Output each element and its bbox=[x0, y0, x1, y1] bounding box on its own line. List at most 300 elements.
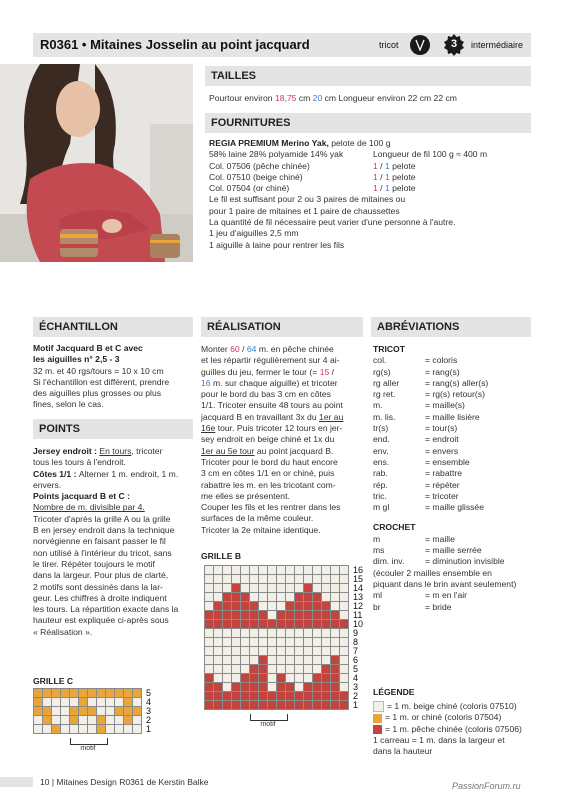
grid-cell bbox=[88, 725, 96, 733]
grid-cell bbox=[250, 575, 258, 583]
grid-cell bbox=[70, 716, 78, 724]
grid-cell bbox=[259, 620, 267, 628]
grid-cell bbox=[313, 656, 321, 664]
grid-cell bbox=[313, 683, 321, 691]
abbr-row: ens. = ensemble bbox=[373, 456, 470, 467]
grid-cell bbox=[340, 593, 348, 601]
abbr-row: br = bride bbox=[373, 601, 452, 612]
grid-cell bbox=[268, 674, 276, 682]
grid-cell bbox=[295, 602, 303, 610]
grid-cell bbox=[322, 674, 330, 682]
grid-cell bbox=[286, 611, 294, 619]
grid-cell bbox=[286, 701, 294, 709]
grid-cell bbox=[322, 638, 330, 646]
grid-cell bbox=[259, 593, 267, 601]
grid-cell bbox=[268, 701, 276, 709]
grid-cell bbox=[232, 674, 240, 682]
grid-cell bbox=[286, 638, 294, 646]
yarn-length: Longueur de fil 100 g ≈ 400 m bbox=[373, 149, 488, 160]
abbr-row: rép. = répéter bbox=[373, 479, 460, 490]
grid-cell bbox=[106, 689, 114, 697]
grid-cell bbox=[340, 683, 348, 691]
note-2: La quantité de fil nécessaire peut varier d'une personne à l'autre. bbox=[209, 217, 456, 228]
grid-cell bbox=[70, 689, 78, 697]
grid-cell bbox=[286, 674, 294, 682]
size-a: 18,75 bbox=[274, 93, 297, 103]
grid-cell bbox=[241, 566, 249, 574]
row-number: 5 bbox=[146, 688, 152, 698]
grid-cell bbox=[214, 647, 222, 655]
grid-cell bbox=[241, 611, 249, 619]
grid-cell bbox=[322, 665, 330, 673]
grid-cell bbox=[286, 584, 294, 592]
grid-cell bbox=[52, 698, 60, 706]
grid-cell bbox=[232, 692, 240, 700]
grille-c-title: GRILLE C bbox=[33, 676, 74, 686]
abbr-row: col. = coloris bbox=[373, 355, 458, 366]
grid-cell bbox=[313, 701, 321, 709]
level-badge-icon bbox=[443, 34, 465, 56]
abbr-row: tric. = tricoter bbox=[373, 490, 459, 501]
grid-cell bbox=[133, 689, 141, 697]
grid-cell bbox=[322, 647, 330, 655]
grid-cell bbox=[241, 575, 249, 583]
grid-cell bbox=[313, 575, 321, 583]
grid-cell bbox=[295, 566, 303, 574]
grid-cell bbox=[232, 629, 240, 637]
abbr-row: ms = maille serrée bbox=[373, 545, 482, 556]
grid-cell bbox=[250, 629, 258, 637]
grid-cell bbox=[340, 620, 348, 628]
grid-cell bbox=[295, 674, 303, 682]
grid-cell bbox=[268, 692, 276, 700]
grid-cell bbox=[232, 602, 240, 610]
grid-cell bbox=[268, 638, 276, 646]
grid-cell bbox=[295, 629, 303, 637]
grid-cell bbox=[259, 656, 267, 664]
yarn-name: REGIA PREMIUM Merino Yak, bbox=[209, 138, 329, 148]
grid-cell bbox=[232, 683, 240, 691]
grid-cell bbox=[313, 674, 321, 682]
grid-cell bbox=[106, 725, 114, 733]
grid-cell bbox=[223, 638, 231, 646]
grid-cell bbox=[304, 602, 312, 610]
grid-cell bbox=[331, 638, 339, 646]
note-0: Le fil est suffisant pour 2 ou 3 paires de mitaines ou bbox=[209, 194, 406, 205]
color-2: Col. 07504 (or chiné) bbox=[209, 183, 290, 194]
grid-cell bbox=[286, 647, 294, 655]
grid-cell bbox=[286, 593, 294, 601]
grid-cell bbox=[115, 698, 123, 706]
grid-cell bbox=[43, 689, 51, 697]
grid-cell bbox=[277, 602, 285, 610]
grid-cell bbox=[259, 638, 267, 646]
grid-cell bbox=[241, 629, 249, 637]
grid-cell bbox=[331, 584, 339, 592]
grid-cell bbox=[232, 701, 240, 709]
tailles-pre: Pourtour environ bbox=[209, 93, 275, 103]
grid-cell bbox=[214, 692, 222, 700]
row-number: 2 bbox=[353, 691, 359, 701]
grid-cell bbox=[223, 575, 231, 583]
grid-cell bbox=[88, 689, 96, 697]
grid-cell bbox=[313, 692, 321, 700]
grid-cell bbox=[241, 665, 249, 673]
note-1: pour 1 paire de mitaines et 1 paire de chaussettes bbox=[209, 205, 400, 216]
section-echantillon-heading: ÉCHANTILLON bbox=[33, 317, 193, 337]
grid-cell bbox=[61, 725, 69, 733]
grid-cell bbox=[241, 638, 249, 646]
abbr-row: m gl = maille glissée bbox=[373, 502, 484, 513]
grid-cell bbox=[322, 566, 330, 574]
grid-cell bbox=[286, 602, 294, 610]
grid-cell bbox=[295, 692, 303, 700]
grid-cell bbox=[43, 707, 51, 715]
grid-cell bbox=[313, 647, 321, 655]
motif-bracket bbox=[250, 714, 288, 721]
grid-cell bbox=[88, 707, 96, 715]
grid-cell bbox=[340, 602, 348, 610]
tailles-post: cm Longueur environ 22 cm 22 cm bbox=[322, 93, 457, 103]
grid-cell bbox=[223, 602, 231, 610]
grid-cell bbox=[259, 611, 267, 619]
row-number: 5 bbox=[353, 664, 359, 674]
grid-cell bbox=[79, 689, 87, 697]
grille-b-title: GRILLE B bbox=[201, 551, 242, 561]
grid-cell bbox=[331, 692, 339, 700]
grid-cell bbox=[250, 602, 258, 610]
row-number: 4 bbox=[353, 673, 359, 683]
grid-cell bbox=[250, 692, 258, 700]
grid-cell bbox=[70, 707, 78, 715]
grid-cell bbox=[268, 593, 276, 601]
echantillon-block: Motif Jacquard B et C avec les aiguilles n° 2,5 - 3 32 m. et 40 rgs/tours = 10 x 10 cm Si l'échantillon est différent, prendre des aiguilles plus grosses ou plus fines, selon le cas. bbox=[33, 343, 170, 410]
grid-cell bbox=[295, 611, 303, 619]
grid-cell bbox=[304, 656, 312, 664]
footer-bar bbox=[0, 777, 33, 787]
grid-cell bbox=[304, 575, 312, 583]
grid-cell bbox=[340, 611, 348, 619]
grid-cell bbox=[79, 716, 87, 724]
grid-cell bbox=[268, 575, 276, 583]
grid-cell bbox=[241, 593, 249, 601]
grid-cell bbox=[214, 611, 222, 619]
swatch-peche-icon bbox=[373, 725, 382, 734]
grid-cell bbox=[205, 701, 213, 709]
grid-cell bbox=[331, 647, 339, 655]
abreviations-block: TRICOT col. = coloris rg(s) = rang(s) rg aller = rang(s) aller(s) rg ret. = rg(s) retour(s) m. = maille(s) m. lis. = maille lisière tr(s) = tour(s) end. = endroit env. = envers ens. = ensemble rab. = rabattre rép. = répéter tric. = tricoter m gl = maille glissée CROCHET m = maille ms = maille serrée dim. inv. = diminution invisible (écouler 2 mailles ensemble en piquant dans le brin avant seulement) ml = m en l'air br = bride bbox=[373, 344, 533, 613]
row-number: 11 bbox=[353, 610, 363, 620]
grid-cell bbox=[241, 656, 249, 664]
color-1: Col. 07510 (beige chiné) bbox=[209, 171, 303, 182]
grid-cell bbox=[331, 611, 339, 619]
grid-cell bbox=[61, 689, 69, 697]
grid-cell bbox=[268, 683, 276, 691]
grid-cell bbox=[214, 701, 222, 709]
row-number: 6 bbox=[353, 655, 359, 665]
grid-cell bbox=[331, 566, 339, 574]
grid-cell bbox=[277, 620, 285, 628]
grid-cell bbox=[52, 707, 60, 715]
grid-cell bbox=[340, 674, 348, 682]
grid-cell bbox=[205, 629, 213, 637]
grid-cell bbox=[268, 665, 276, 673]
grid-cell bbox=[250, 620, 258, 628]
tailles-text bbox=[209, 93, 457, 104]
grid-cell bbox=[331, 674, 339, 682]
grid-cell bbox=[223, 566, 231, 574]
legende-block: = 1 m. beige chiné (coloris 07510) = 1 m. or chiné (coloris 07504) = 1 m. pêche chinée (coloris 07506) 1 carreau = 1 m. dans la largeur et dans la hauteur bbox=[373, 701, 522, 757]
grid-cell bbox=[115, 725, 123, 733]
row-number: 1 bbox=[353, 700, 359, 710]
grid-cell bbox=[313, 638, 321, 646]
grid-cell bbox=[322, 602, 330, 610]
abbr-row: end. = endroit bbox=[373, 434, 459, 445]
grid-cell bbox=[223, 611, 231, 619]
grid-cell bbox=[340, 566, 348, 574]
grid-cell bbox=[34, 698, 42, 706]
row-number: 13 bbox=[353, 592, 364, 602]
grid-cell bbox=[277, 647, 285, 655]
grid-cell bbox=[295, 638, 303, 646]
grid-cell bbox=[97, 698, 105, 706]
grid-cell bbox=[79, 698, 87, 706]
grid-cell bbox=[295, 620, 303, 628]
grid-cell bbox=[268, 620, 276, 628]
grid-cell bbox=[313, 611, 321, 619]
grid-cell bbox=[313, 602, 321, 610]
grid-cell bbox=[241, 602, 249, 610]
note-4: 1 aiguille à laine pour rentrer les fils bbox=[209, 239, 345, 250]
grid-cell bbox=[97, 689, 105, 697]
points-block: Jersey endroit : En tours, tricoter tous les tours à l'endroit. Côtes 1/1 : Alterner 1 m. endroit, 1 m. envers. Points jacquard B et C : Nombre de m. divisible par 4. Tricoter d'après la grille A ou la grille B en jersey endroit dans la technique norvégienne en faisant passer le fil non utilisé à l'intérieur du tricot, sans le tirer. Répéter toujours le motif dans la largeur. Pour plus de clarté, 2 motifs sont dessinés dans la lar- geur. Les chiffres à droite indiquent les tours. La répartition exacte dans la hauteur est expliquée ci-après sous « Réalisation ». bbox=[33, 446, 179, 637]
grid-cell bbox=[250, 566, 258, 574]
abbr-row: rg aller = rang(s) aller(s) bbox=[373, 377, 489, 388]
grid-cell bbox=[223, 584, 231, 592]
grid-cell bbox=[277, 701, 285, 709]
grid-cell bbox=[250, 665, 258, 673]
section-points-heading: POINTS bbox=[33, 419, 193, 439]
grid-cell bbox=[232, 584, 240, 592]
grid-cell bbox=[43, 716, 51, 724]
row-number: 9 bbox=[353, 628, 359, 638]
grid-cell bbox=[259, 602, 267, 610]
color-0: Col. 07506 (pêche chinée) bbox=[209, 160, 310, 171]
grid-cell bbox=[241, 584, 249, 592]
section-fournitures-heading: FOURNITURES bbox=[205, 113, 531, 133]
grid-cell bbox=[304, 620, 312, 628]
section-tailles-heading: TAILLES bbox=[205, 66, 531, 86]
grid-cell bbox=[88, 698, 96, 706]
level-label: intermédiaire bbox=[471, 40, 524, 50]
yarn-weight: pelote de 100 g bbox=[328, 138, 391, 148]
grid-cell bbox=[250, 593, 258, 601]
grid-cell bbox=[331, 683, 339, 691]
grid-cell bbox=[331, 593, 339, 601]
grid-cell bbox=[241, 647, 249, 655]
abbr-row: ml = m en l'air bbox=[373, 590, 467, 601]
grid-cell bbox=[205, 656, 213, 664]
grid-cell bbox=[250, 647, 258, 655]
grid-cell bbox=[232, 611, 240, 619]
grid-cell bbox=[331, 602, 339, 610]
row-number: 8 bbox=[353, 637, 359, 647]
grid-cell bbox=[205, 584, 213, 592]
grid-cell bbox=[223, 629, 231, 637]
grid-cell bbox=[286, 683, 294, 691]
grid-cell bbox=[331, 665, 339, 673]
grid-cell bbox=[268, 611, 276, 619]
grid-cell bbox=[61, 707, 69, 715]
row-number: 3 bbox=[353, 682, 359, 692]
grid-cell bbox=[322, 692, 330, 700]
grid-cell bbox=[286, 629, 294, 637]
grid-cell bbox=[232, 665, 240, 673]
grid-cell bbox=[277, 593, 285, 601]
row-number: 4 bbox=[146, 697, 152, 707]
grid-cell bbox=[259, 683, 267, 691]
grid-cell bbox=[331, 620, 339, 628]
grid-cell bbox=[277, 665, 285, 673]
yarn-composition: 58% laine 28% polyamide 14% yak bbox=[209, 149, 344, 160]
grid-cell bbox=[322, 575, 330, 583]
grid-cell bbox=[214, 629, 222, 637]
grid-cell bbox=[304, 611, 312, 619]
grid-cell bbox=[304, 593, 312, 601]
motif-bracket bbox=[70, 738, 108, 745]
grid-cell bbox=[286, 656, 294, 664]
grid-cell bbox=[340, 638, 348, 646]
grid-cell bbox=[295, 647, 303, 655]
grid-cell bbox=[205, 674, 213, 682]
grid-cell bbox=[313, 620, 321, 628]
grid-cell bbox=[277, 575, 285, 583]
grid-cell bbox=[322, 656, 330, 664]
grid-cell bbox=[133, 716, 141, 724]
grid-cell bbox=[223, 593, 231, 601]
grid-cell bbox=[97, 716, 105, 724]
grid-cell bbox=[205, 638, 213, 646]
grid-cell bbox=[304, 692, 312, 700]
row-number: 12 bbox=[353, 601, 364, 611]
grid-cell bbox=[277, 683, 285, 691]
grid-cell bbox=[322, 620, 330, 628]
grid-cell bbox=[295, 701, 303, 709]
grid-cell bbox=[52, 716, 60, 724]
grid-cell bbox=[232, 575, 240, 583]
grid-cell bbox=[277, 611, 285, 619]
grid-cell bbox=[259, 629, 267, 637]
grid-cell bbox=[223, 692, 231, 700]
grid-cell bbox=[232, 566, 240, 574]
realisation-block: Monter 60 / 64 m. en pêche chinée et les répartir régulièrement sur 4 ai- guilles du jeu, fermer le tour (= 15 / 16 m. sur chaque aiguille) et tricoter pour le bord du bas 3 cm en côtes 1/1. Tricoter ensuite 48 tours au point jacquard B en travaillant 3x du 1er au 16e tour. Puis tricoter 12 tours en jer- sey endroit en beige chiné et 1x du 1er au 5e tour au point jacquard B. Tricoter pour le bord du haut encore 3 cm en côtes 1/1 en or chiné, puis rabattre les m. en les tricotant com- me elles se présentent. Couper les fils et les rentrer dans les surfaces de la même couleur. Tricoter la 2e mitaine identique. bbox=[201, 344, 344, 535]
grid-cell bbox=[313, 584, 321, 592]
grid-cell bbox=[304, 584, 312, 592]
grid-cell bbox=[313, 629, 321, 637]
page-title: R0361 • Mitaines Josselin au point jacquard bbox=[40, 37, 310, 52]
row-number: 10 bbox=[353, 619, 364, 629]
grid-cell bbox=[124, 725, 132, 733]
section-abreviations-heading: ABRÉVIATIONS bbox=[371, 317, 531, 337]
grid-cell bbox=[340, 665, 348, 673]
grid-cell bbox=[277, 656, 285, 664]
grid-cell bbox=[241, 692, 249, 700]
grid-cell bbox=[205, 683, 213, 691]
grid-cell bbox=[250, 683, 258, 691]
grid-cell bbox=[205, 575, 213, 583]
abbr-row: env. = envers bbox=[373, 445, 459, 456]
abbr-row: rg ret. = rg(s) retour(s) bbox=[373, 389, 485, 400]
size-b: 20 bbox=[312, 93, 323, 103]
grid-cell bbox=[322, 629, 330, 637]
note-3: 1 jeu d'aiguilles 2,5 mm bbox=[209, 228, 299, 239]
grid-cell bbox=[250, 701, 258, 709]
footer-text: 10 | Mitaines Design R0361 de Kerstin Balke bbox=[40, 777, 209, 787]
motif-label: motif bbox=[260, 721, 276, 728]
grid-cell bbox=[277, 629, 285, 637]
grid-cell bbox=[286, 566, 294, 574]
grid-cell bbox=[295, 584, 303, 592]
tailles-cm: cm bbox=[296, 93, 313, 103]
grid-cell bbox=[250, 656, 258, 664]
grid-cell bbox=[115, 689, 123, 697]
grid-cell bbox=[304, 683, 312, 691]
row-number: 2 bbox=[146, 715, 152, 725]
abbr-row: m = maille bbox=[373, 533, 455, 544]
grid-cell bbox=[214, 656, 222, 664]
grid-cell bbox=[286, 620, 294, 628]
grid-cell bbox=[286, 665, 294, 673]
grid-cell bbox=[322, 611, 330, 619]
grid-cell bbox=[322, 593, 330, 601]
grid-cell bbox=[340, 629, 348, 637]
grid-cell bbox=[214, 620, 222, 628]
grid-cell bbox=[322, 683, 330, 691]
grid-cell bbox=[277, 638, 285, 646]
grid-cell bbox=[259, 584, 267, 592]
grid-cell bbox=[115, 716, 123, 724]
grid-cell bbox=[232, 656, 240, 664]
grid-cell bbox=[268, 602, 276, 610]
grid-cell bbox=[304, 665, 312, 673]
grid-cell bbox=[214, 584, 222, 592]
grid-cell bbox=[115, 707, 123, 715]
grid-cell bbox=[331, 701, 339, 709]
grid-cell bbox=[232, 647, 240, 655]
grid-cell bbox=[205, 692, 213, 700]
grid-cell bbox=[340, 692, 348, 700]
grid-cell bbox=[313, 566, 321, 574]
grid-cell bbox=[331, 575, 339, 583]
grid-cell bbox=[43, 698, 51, 706]
watermark: PassionForum.ru bbox=[452, 781, 521, 791]
grid-cell bbox=[61, 716, 69, 724]
grid-cell bbox=[241, 683, 249, 691]
grid-cell bbox=[124, 707, 132, 715]
grid-cell bbox=[277, 584, 285, 592]
grid-cell bbox=[214, 665, 222, 673]
grid-cell bbox=[205, 566, 213, 574]
grid-cell bbox=[133, 698, 141, 706]
grid-cell bbox=[250, 584, 258, 592]
grid-cell bbox=[304, 647, 312, 655]
motif-label: motif bbox=[80, 745, 96, 752]
row-number: 1 bbox=[146, 724, 152, 734]
grid-cell bbox=[295, 683, 303, 691]
grid-cell bbox=[259, 647, 267, 655]
grid-cell bbox=[214, 674, 222, 682]
grid-cell bbox=[223, 701, 231, 709]
